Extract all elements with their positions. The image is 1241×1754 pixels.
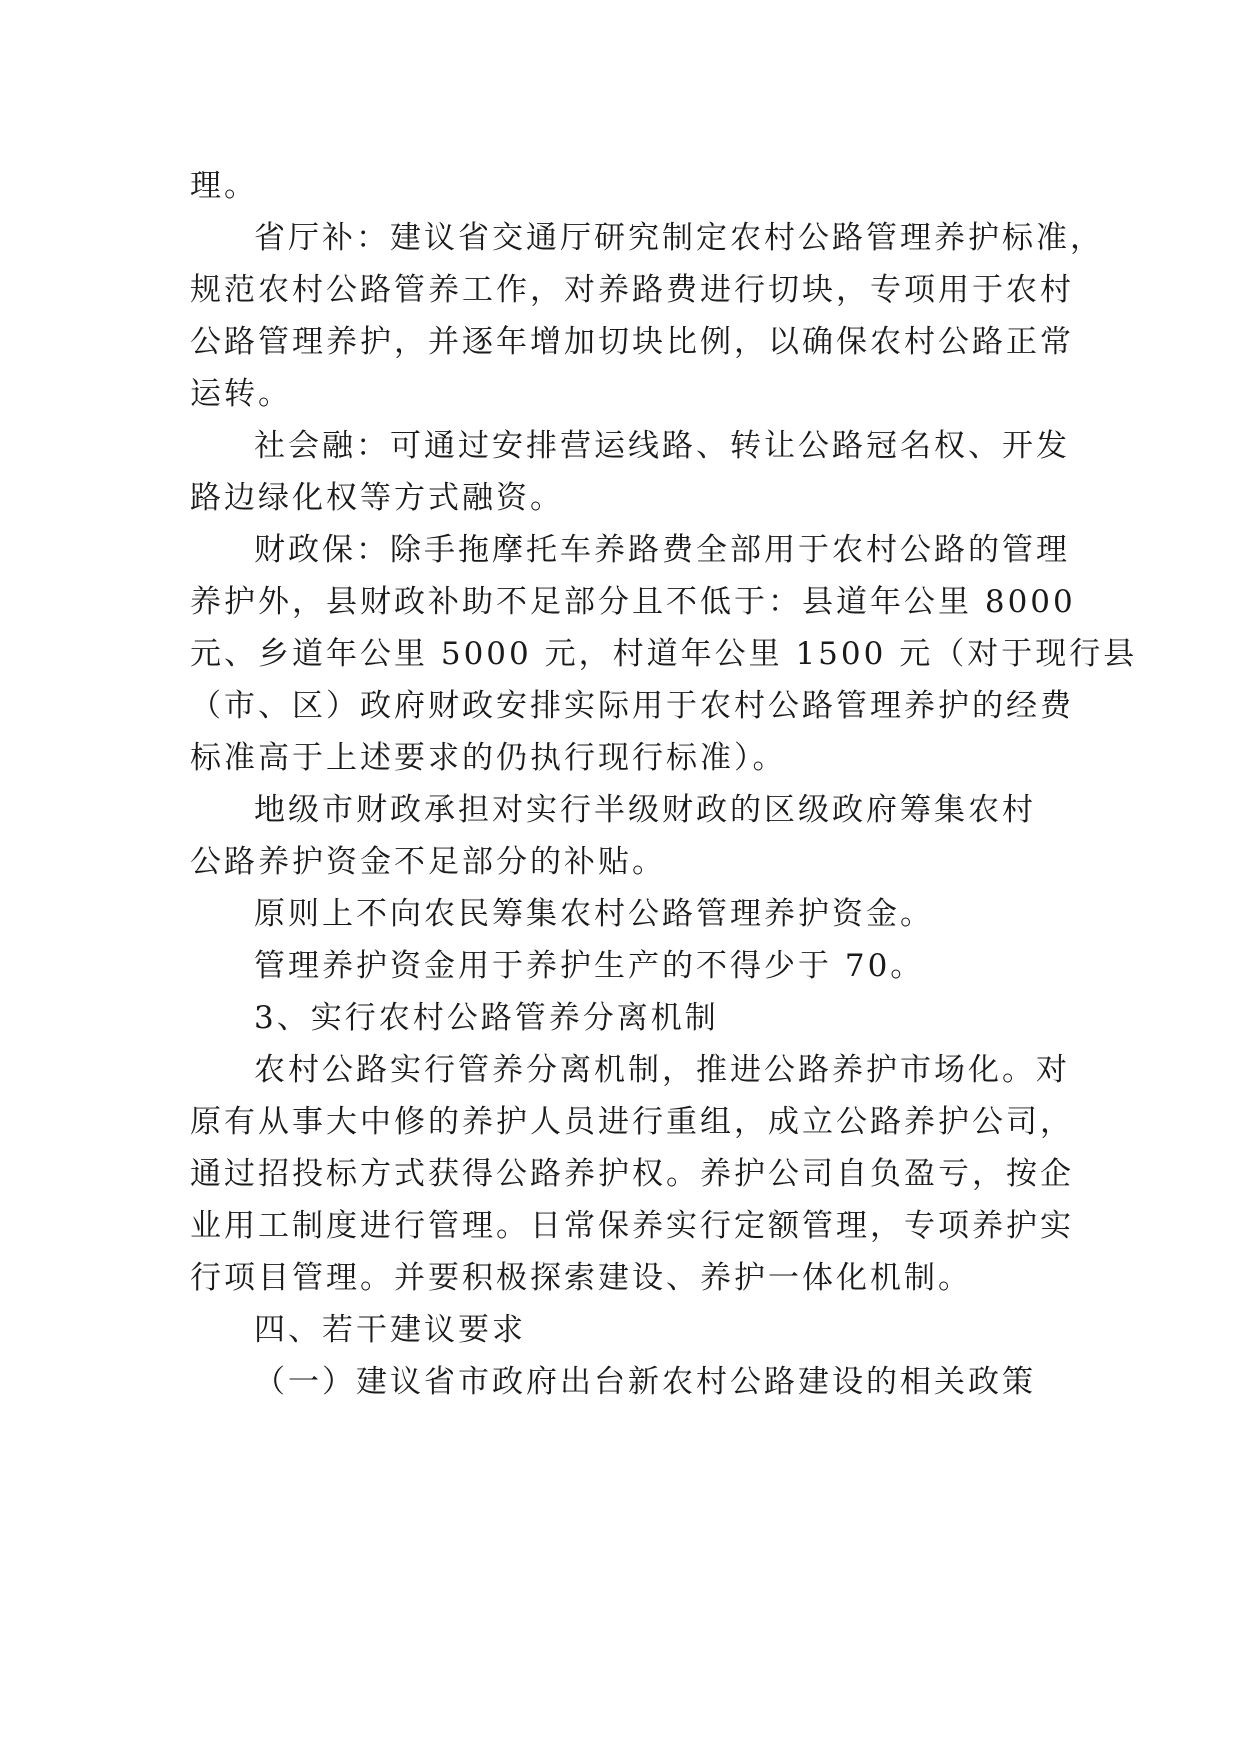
text-line: 农村公路实行管养分离机制，推进公路养护市场化。对 (254, 1052, 1070, 1088)
text-line: 原则上不向农民筹集农村公路管理养护资金。 (254, 896, 934, 932)
text-line: 地级市财政承担对实行半级财政的区级政府筹集农村 (254, 792, 1036, 828)
text-line: 管理养护资金用于养护生产的不得少于 70。 (254, 948, 925, 984)
text-line: 规范农村公路管养工作，对养路费进行切块，专项用于农村 (190, 272, 1074, 308)
document-body (190, 160, 1138, 1408)
text-line: 养护外，县财政补助不足部分且不低于：县道年公里 8000 (190, 584, 1076, 620)
text-line: 元、乡道年公里 5000 元，村道年公里 1500 元（对于现行县 (190, 636, 1138, 672)
text-line: 3、实行农村公路管养分离机制 (254, 1000, 719, 1036)
text-line: 业用工制度进行管理。日常保养实行定额管理，专项养护实 (190, 1208, 1074, 1244)
text-line: 公路管理养护，并逐年增加切块比例，以确保农村公路正常 (190, 324, 1074, 360)
text-line: （一）建议省市政府出台新农村公路建设的相关政策 (254, 1364, 1036, 1400)
text-line: 财政保：除手拖摩托车养路费全部用于农村公路的管理 (254, 532, 1070, 568)
text-line: 标准高于上述要求的仍执行现行标准）。 (190, 740, 787, 776)
text-line: 运转。 (190, 376, 292, 412)
text-line: 社会融：可通过安排营运线路、转让公路冠名权、开发 (254, 428, 1070, 464)
text-line: （市、区）政府财政安排实际用于农村公路管理养护的经费 (190, 688, 1074, 724)
text-line: 公路养护资金不足部分的补贴。 (190, 844, 666, 880)
text-line: 原有从事大中修的养护人员进行重组，成立公路养护公司， (190, 1104, 1074, 1140)
text-line: 四、若干建议要求 (254, 1312, 526, 1348)
text-line: 理。 (190, 168, 258, 204)
text-line: 省厅补：建议省交通厅研究制定农村公路管理养护标准， (254, 220, 1104, 256)
text-line: 路边绿化权等方式融资。 (190, 480, 564, 516)
text-line: 通过招投标方式获得公路养护权。养护公司自负盈亏，按企 (190, 1156, 1074, 1192)
text-line: 行项目管理。并要积极探索建设、养护一体化机制。 (190, 1260, 972, 1296)
